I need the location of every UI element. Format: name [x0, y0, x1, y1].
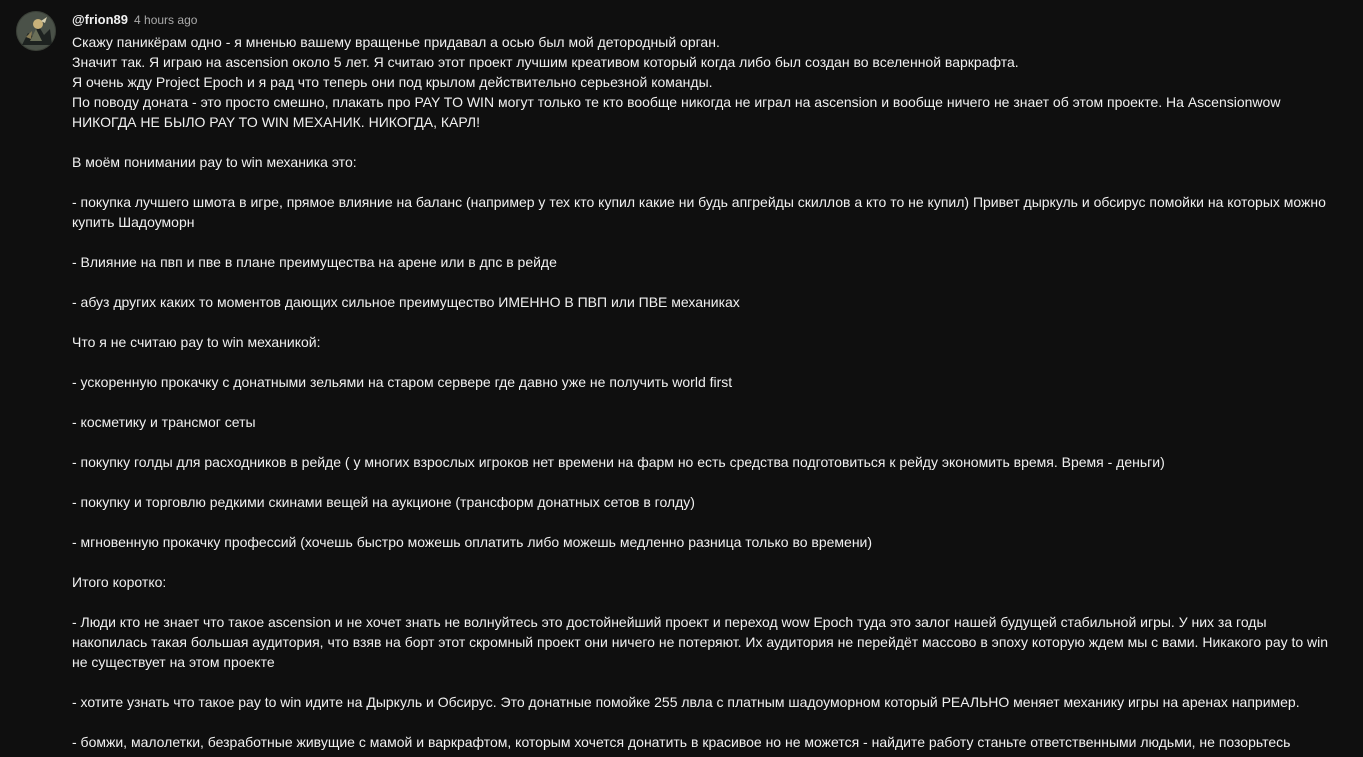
comment-text-line: По поводу доната - это просто смешно, плакать про PAY TO WIN могут только те кто вообще никогда не играл на ascension и вообще ничего не знает об этом проекте. На Ascensionwow НИКОГДА НЕ БЫЛО PAY TO WIN МЕХАНИК. НИКОГДА, КАРЛ! — [72, 94, 1281, 130]
comment-text-line — [72, 432, 1342, 452]
comment-text-line — [72, 172, 1342, 192]
comment-text-line: - Люди кто не знает что такое ascension и не хочет знать не волнуйтесь это достойнейший проект и переход wow Epoch туда это залог нашей будущей стабильной игры. У них за годы накопилась такая большая аудитория, что взяв на борт этот скромный проект они ничего не потеряют. Их аудитория не перейдёт массово в эпоху которую ждем мы с вами. Никакого pay to win не существует на этом проекте — [72, 614, 1329, 670]
comment-text-line — [72, 592, 1342, 612]
comment-text-line: - ускоренную прокачку с донатными зельями на старом сервере где давно уже не получить world first — [72, 374, 733, 390]
comment-text-line — [72, 712, 1342, 732]
author-avatar[interactable] — [16, 11, 56, 51]
comment-text-line: - абуз других каких то моментов дающих сильное преимущество ИМЕННО В ПВП или ПВЕ механиках — [72, 294, 740, 310]
comment-text-line — [72, 352, 1342, 372]
comment-text-line: Итого коротко: — [72, 574, 167, 590]
comment-body — [72, 11, 1342, 752]
comment-text-line: В моём понимании pay to win механика это: — [72, 154, 357, 170]
comment-text-line: - косметику и трансмог сеты — [72, 414, 256, 430]
comment-text-line: Я очень жду Project Epoch и я рад что теперь они под крылом действительно серьезной команды. — [72, 74, 713, 90]
comment-text-line — [72, 312, 1342, 332]
comment-text-line — [72, 232, 1342, 252]
comment-text-line: - хотите узнать что такое pay to win идите на Дыркуль и Обсирус. Это донатные помойке 255 лвла с платным шадоуморном который РЕАЛЬНО меняет механику игры на аренах например. — [72, 694, 1300, 710]
comment-text-line — [72, 512, 1342, 532]
comment-text-line: Скажу паникёрам одно - я мненью вашему вращенье придавал а осью был мой детородный орган. — [72, 34, 720, 50]
comment-header — [72, 11, 1342, 29]
comment-text-line: - Влияние на пвп и пве в плане преимущества на арене или в дпс в рейде — [72, 254, 557, 270]
comment-text-line — [72, 552, 1342, 572]
author-name-link[interactable]: @frion89 — [72, 12, 129, 27]
comment-timestamp-link[interactable]: 4 hours ago — [134, 13, 198, 27]
comment-text-line: - покупку и торговлю редкими скинами вещей на аукционе (трансформ донатных сетов в голду) — [72, 494, 695, 510]
comment-text-line — [72, 392, 1342, 412]
comment-text-line — [72, 472, 1342, 492]
comment-text-line: - мгновенную прокачку профессий (хочешь быстро можешь оплатить либо можешь медленно разница только во времени) — [72, 534, 873, 550]
comment-text-line: Что я не считаю pay to win механикой: — [72, 334, 321, 350]
user-avatar-icon — [16, 11, 56, 51]
comment-text-line: - покупка лучшего шмота в игре, прямое влияние на баланс (например у тех кто купил какие ни будь апгрейды скиллов а кто то не купил) Привет дыркуль и обсирус помойки на которых можно купить Шадоуморн — [72, 194, 1326, 230]
comment-text-line: - покупку голды для расходников в рейде ( у многих взрослых игроков нет времени на фарм но есть средства подготовиться к рейду экономить время. Время - деньги) — [72, 454, 1165, 470]
comment-text-line: Значит так. Я играю на ascension около 5 лет. Я считаю этот проект лучшим креативом который когда либо был создан во вселенной варкрафта. — [72, 54, 1019, 70]
comment-text-line — [72, 132, 1342, 152]
comment-text-line — [72, 672, 1342, 692]
comment-text-line: - бомжи, малолетки, безработные живущие с мамой и варкрафтом, которым хочется донатить в красивое но не можется - найдите работу станьте ответственными людьми, не позорьтесь — [72, 734, 1291, 750]
comment-text — [72, 32, 1342, 752]
comment-text-line — [72, 272, 1342, 292]
